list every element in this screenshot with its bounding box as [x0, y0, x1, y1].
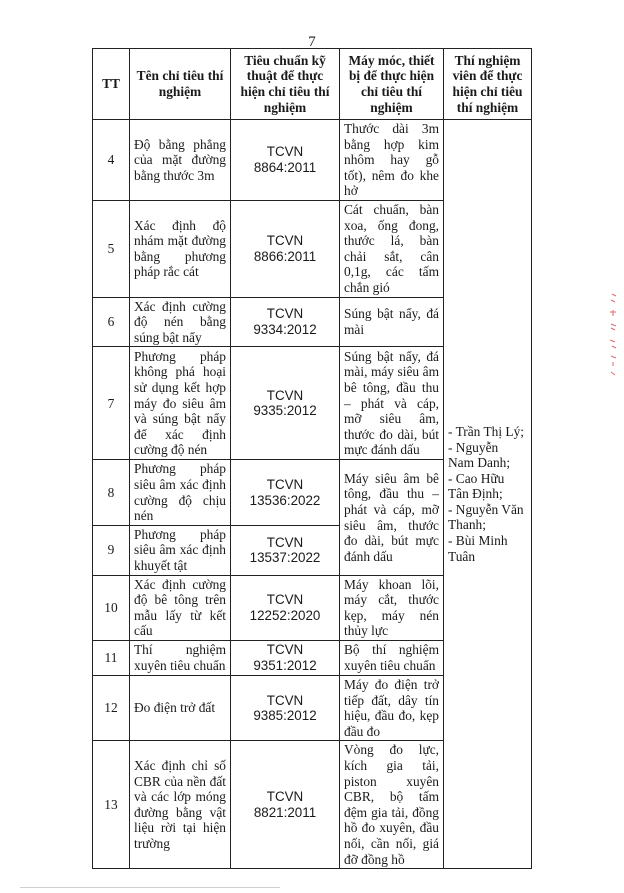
- standard-code: TCVN 9335:2012: [231, 347, 340, 460]
- criteria-name: Đo điện trở đất: [130, 676, 231, 741]
- criteria-name: Xác định cường độ nén bằng súng bật nẩy: [130, 297, 231, 347]
- criteria-name: Xác định độ nhám mặt đường bằng phương pháp rắc cát: [130, 200, 231, 297]
- bottom-rule: [20, 887, 280, 888]
- row-number: 5: [93, 200, 130, 297]
- standard-code: TCVN 13537:2022: [231, 525, 340, 575]
- table-row: [93, 120, 532, 201]
- standard-code: TCVN 9334:2012: [231, 297, 340, 347]
- standard-code: TCVN 8821:2011: [231, 741, 340, 869]
- row-number: 4: [93, 120, 130, 201]
- criteria-name: Phương pháp siêu âm xác định cường độ chịu nén: [130, 460, 231, 525]
- margin-stamp-fragment: [606, 290, 620, 380]
- criteria-name: Phương pháp không phá hoại sử dụng kết hợp máy đo siêu âm và súng bật nẩy để xác định cường độ nén: [130, 347, 231, 460]
- criteria-name: Xác định chỉ số CBR của nền đất và các lớp móng đường bằng vật liệu rời tại hiện trường: [130, 741, 231, 869]
- row-number: 8: [93, 460, 130, 525]
- row-number: 9: [93, 525, 130, 575]
- staff-member: - Trần Thị Lý;: [448, 423, 525, 439]
- equipment-list: Thước dài 3m bằng hợp kim nhôm hay gỗ tốt), nêm đo khe hở: [340, 120, 444, 201]
- row-number: 10: [93, 575, 130, 640]
- row-number: 6: [93, 297, 130, 347]
- row-number: 7: [93, 347, 130, 460]
- header-name: Tên chỉ tiêu thí nghiệm: [130, 49, 231, 120]
- test-criteria-table: [92, 48, 532, 869]
- standard-code: TCVN 8866:2011: [231, 200, 340, 297]
- equipment-list: Máy đo điện trở tiếp đất, dây tín hiệu, đầu đo, kẹp đầu đo: [340, 676, 444, 741]
- header-tt: TT: [93, 49, 130, 120]
- header-equipment: Máy móc, thiết bị để thực hiện chỉ tiêu thí nghiệm: [340, 49, 444, 120]
- standard-code: TCVN 8864:2011: [231, 120, 340, 201]
- criteria-name: Thí nghiệm xuyên tiêu chuẩn: [130, 641, 231, 676]
- row-number: 13: [93, 741, 130, 869]
- equipment-list: Vòng đo lực, kích gia tải, piston xuyên CBR, bộ tấm đệm gia tải, đồng hồ đo xuyên, đầu nối, cần nối, giá đỡ đồng hồ: [340, 741, 444, 869]
- criteria-name: Xác định cường độ bê tông trên mẫu lấy từ kết cấu: [130, 575, 231, 640]
- equipment-list: Bộ thí nghiệm xuyên tiêu chuẩn: [340, 641, 444, 676]
- staff-member: - Cao Hữu Tân Định;: [448, 470, 505, 502]
- staff-member: - Nguyễn Văn Thanh;: [448, 501, 524, 533]
- standard-code: TCVN 13536:2022: [231, 460, 340, 525]
- criteria-name: Phương pháp siêu âm xác định khuyết tật: [130, 525, 231, 575]
- staff-member: - Bùi Minh Tuân: [448, 533, 508, 564]
- standard-code: TCVN 9385:2012: [231, 676, 340, 741]
- equipment-list: Máy khoan lõi, máy cắt, thước kẹp, máy nén thủy lực: [340, 575, 444, 640]
- criteria-name: Độ bằng phẳng của mặt đường bằng thước 3m: [130, 120, 231, 201]
- equipment-list: Súng bật nẩy, đá mài: [340, 297, 444, 347]
- equipment-list: Súng bật nẩy, đá mài, máy siêu âm bê tông, đầu thu – phát và cáp, mỡ siêu âm, thước đo dài, bút mực đánh dấu: [340, 347, 444, 460]
- equipment-list: Cát chuẩn, bàn xoa, ống đong, thước lá, bàn chải sắt, cân 0,1g, các tấm chắn gió: [340, 200, 444, 297]
- staff-cell: [444, 120, 532, 869]
- header-standard: Tiêu chuẩn kỹ thuật để thực hiện chỉ tiêu thí nghiệm: [231, 49, 340, 120]
- equipment-list: Máy siêu âm bê tông, đầu thu – phát và cáp, mỡ siêu âm, thước đo dài, bút mực đánh dấu: [340, 460, 444, 575]
- header-staff: Thí nghiệm viên để thực hiện chỉ tiêu thí nghiệm: [444, 49, 532, 120]
- row-number: 11: [93, 641, 130, 676]
- standard-code: TCVN 12252:2020: [231, 575, 340, 640]
- row-number: 12: [93, 676, 130, 741]
- header-row: [93, 49, 532, 120]
- standard-code: TCVN 9351:2012: [231, 641, 340, 676]
- staff-member: - Nguyễn Nam Danh;: [448, 439, 511, 471]
- page-number: 7: [308, 34, 316, 50]
